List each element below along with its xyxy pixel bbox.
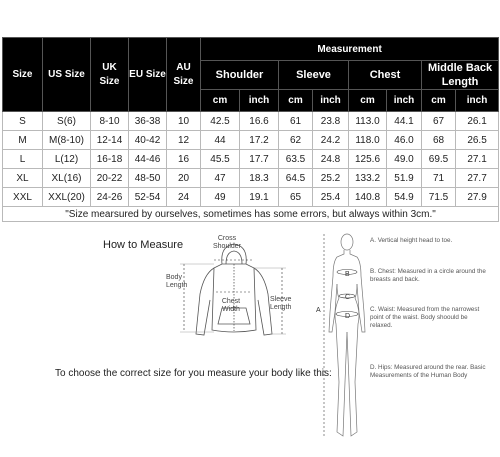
table-cell-us: S(6) [43, 112, 91, 131]
table-cell-eu: 44-46 [129, 150, 167, 169]
table-cell-sleeve-cm: 63.5 [279, 150, 313, 169]
table-cell-back-cm: 69.5 [422, 150, 456, 169]
header-shoulder: Shoulder [201, 61, 279, 90]
header-measurement: Measurement [201, 38, 499, 61]
table-cell-sleeve-in: 23.8 [313, 112, 349, 131]
table-cell-chest-in: 51.9 [387, 169, 422, 188]
unit-cm: cm [279, 90, 313, 112]
label-sleeve-length: Sleeve Length [270, 296, 292, 311]
table-cell-shoulder-in: 17.7 [240, 150, 279, 169]
table-cell-au: 24 [167, 188, 201, 207]
table-cell-shoulder-in: 19.1 [240, 188, 279, 207]
table-cell-eu: 36-38 [129, 112, 167, 131]
header-eu-size: EU Size [129, 38, 167, 112]
table-cell-sleeve-cm: 64.5 [279, 169, 313, 188]
table-cell-shoulder-in: 18.3 [240, 169, 279, 188]
table-cell-chest-cm: 140.8 [349, 188, 387, 207]
header-size: Size [3, 38, 43, 112]
table-cell-eu: 40-42 [129, 131, 167, 150]
table-cell-shoulder-cm: 49 [201, 188, 240, 207]
header-uk-size: UK Size [91, 38, 129, 112]
choose-size-instruction: To choose the correct size for you measure your body like this: [55, 368, 332, 379]
table-cell-back-in: 27.1 [456, 150, 499, 169]
table-cell-back-in: 26.5 [456, 131, 499, 150]
table-cell-shoulder-cm: 44 [201, 131, 240, 150]
table-cell-uk: 20-22 [91, 169, 129, 188]
table-cell-sleeve-in: 24.8 [313, 150, 349, 169]
unit-inch: inch [456, 90, 499, 112]
table-cell-uk: 24-26 [91, 188, 129, 207]
table-cell-shoulder-in: 16.6 [240, 112, 279, 131]
table-cell-us: XL(16) [43, 169, 91, 188]
table-cell-eu: 52-54 [129, 188, 167, 207]
table-cell-chest-in: 49.0 [387, 150, 422, 169]
table-cell-au: 12 [167, 131, 201, 150]
table-cell-au: 16 [167, 150, 201, 169]
table-cell-eu: 48-50 [129, 169, 167, 188]
table-row [3, 112, 499, 131]
table-cell-back-cm: 68 [422, 131, 456, 150]
table-cell-chest-in: 46.0 [387, 131, 422, 150]
header-sleeve: Sleeve [279, 61, 349, 90]
body-figure [315, 232, 370, 454]
label-chest-width: Chest Width [221, 298, 241, 313]
table-row [3, 188, 499, 207]
table-cell-back-cm: 67 [422, 112, 456, 131]
annotation-d: D. Hips: Measured around the rear. Basic Measurements of the Human Body [370, 364, 486, 379]
letter-c: C [345, 294, 351, 301]
table-cell-au: 10 [167, 112, 201, 131]
table-cell-back-in: 27.9 [456, 188, 499, 207]
table-cell-shoulder-in: 17.2 [240, 131, 279, 150]
unit-inch: inch [387, 90, 422, 112]
table-cell-sleeve-in: 24.2 [313, 131, 349, 150]
table-cell-back-in: 26.1 [456, 112, 499, 131]
unit-cm: cm [349, 90, 387, 112]
table-cell-shoulder-cm: 42.5 [201, 112, 240, 131]
size-chart-table [2, 37, 499, 222]
table-cell-sleeve-cm: 62 [279, 131, 313, 150]
table-cell-shoulder-cm: 45.5 [201, 150, 240, 169]
table-cell-us: L(12) [43, 150, 91, 169]
header-us-size: US Size [43, 38, 91, 112]
table-cell-uk: 16-18 [91, 150, 129, 169]
table-cell-uk: 12-14 [91, 131, 129, 150]
table-cell-chest-cm: 125.6 [349, 150, 387, 169]
table-cell-size: S [3, 112, 43, 131]
how-to-measure-title: How to Measure [103, 239, 184, 251]
table-cell-back-cm: 71.5 [422, 188, 456, 207]
header-chest: Chest [349, 61, 422, 90]
size-note: "Size mearsured by ourselves, sometimes has some errors, but always within 3cm." [3, 207, 499, 222]
table-row [3, 150, 499, 169]
table-cell-shoulder-cm: 47 [201, 169, 240, 188]
header-au-size: AU Size [167, 38, 201, 112]
table-cell-uk: 8-10 [91, 112, 129, 131]
table-cell-size: XL [3, 169, 43, 188]
label-body-length: Body Length [166, 274, 188, 289]
unit-inch: inch [313, 90, 349, 112]
header-back-length: Middle Back Length [422, 61, 499, 90]
table-cell-size: L [3, 150, 43, 169]
table-cell-sleeve-in: 25.2 [313, 169, 349, 188]
table-row [3, 131, 499, 150]
annotation-c: C. Waist: Measured from the narrowest point of the waist. Body shoould be relaxed. [370, 306, 480, 329]
table-cell-chest-cm: 133.2 [349, 169, 387, 188]
table-cell-back-cm: 71 [422, 169, 456, 188]
annotation-b: B. Chest: Measured in a circle around the breasts and back. [370, 268, 486, 283]
table-cell-chest-in: 54.9 [387, 188, 422, 207]
label-cross-shoulder: Cross Shoulder [212, 235, 242, 250]
unit-cm: cm [422, 90, 456, 112]
garment-illustration [170, 234, 300, 354]
letter-a: A [316, 307, 321, 314]
annotation-a: A. Vertical height head to toe. [370, 237, 453, 244]
table-cell-sleeve-cm: 65 [279, 188, 313, 207]
table-cell-us: XXL(20) [43, 188, 91, 207]
table-cell-au: 20 [167, 169, 201, 188]
table-cell-chest-in: 44.1 [387, 112, 422, 131]
table-cell-us: M(8-10) [43, 131, 91, 150]
letter-d: D [345, 313, 351, 320]
table-cell-size: XXL [3, 188, 43, 207]
table-cell-chest-cm: 118.0 [349, 131, 387, 150]
unit-cm: cm [201, 90, 240, 112]
letter-b: B [345, 271, 350, 278]
unit-inch: inch [240, 90, 279, 112]
table-cell-sleeve-cm: 61 [279, 112, 313, 131]
table-cell-sleeve-in: 25.4 [313, 188, 349, 207]
table-cell-chest-cm: 113.0 [349, 112, 387, 131]
table-cell-back-in: 27.7 [456, 169, 499, 188]
table-row [3, 169, 499, 188]
table-cell-size: M [3, 131, 43, 150]
